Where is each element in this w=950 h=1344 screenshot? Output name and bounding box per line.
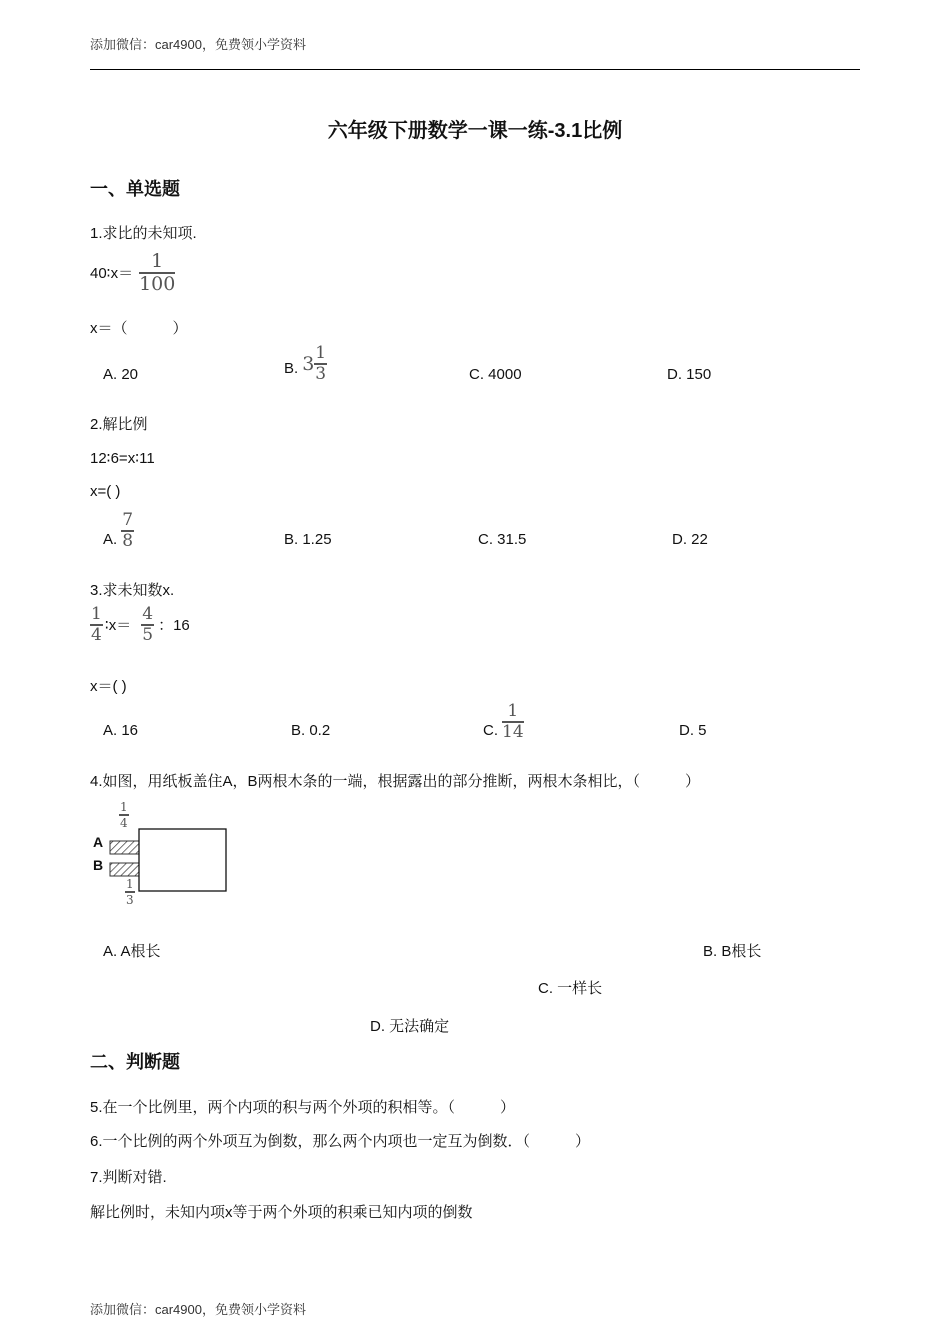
page-title: 六年级下册数学一课一练-3.1比例 xyxy=(327,120,623,142)
cardboard xyxy=(139,829,226,891)
question-1-answer-line: x＝（ ） xyxy=(90,320,188,337)
cardboard-strips-drawing xyxy=(90,800,240,916)
question-4-stem: 4.如图，用纸板盖住A，B两根木条的一端，根据露出的部分推断，两根木条相比，（ ） xyxy=(90,773,701,790)
fraction-1-3: $\frac{1}{3}$ xyxy=(315,343,327,384)
question-3-answer-line: x＝( ) xyxy=(90,678,127,695)
page-header: 添加微信：car4900，免费领小学资料 xyxy=(90,37,306,52)
question-2-stem: 2.解比例 xyxy=(90,416,148,433)
question-2-answer-line: x=( ) xyxy=(90,483,121,500)
figure-fraction-1-3: 1 3 xyxy=(126,877,134,907)
question-1-option-a[interactable]: A. 20 xyxy=(103,366,139,383)
fraction-1-100: $\frac{1}{100}$ xyxy=(139,250,176,295)
question-5: 5.在一个比例里，两个内项的积与两个外项的积相等。（ ） xyxy=(90,1099,516,1116)
question-3-option-c[interactable]: C. $\frac{1}{14}$ xyxy=(483,701,524,742)
question-2-option-a[interactable]: A. $\frac{7}{8}$ xyxy=(103,510,134,551)
fraction-4-5: $\frac{4}{5}$ xyxy=(142,604,154,645)
wood-strip-figure xyxy=(90,800,240,916)
section-heading-single-choice: 一、单选题 xyxy=(90,179,180,199)
section-heading-true-false: 二、判断题 xyxy=(90,1052,180,1072)
strip-a xyxy=(110,841,139,854)
question-1-option-c[interactable]: C. 4000 xyxy=(469,366,522,383)
question-1-option-d[interactable]: D. 150 xyxy=(667,366,712,383)
question-1-expression xyxy=(90,252,175,294)
question-3-option-b[interactable]: B. 0.2 xyxy=(291,722,331,739)
question-3-option-d[interactable]: D. 5 xyxy=(679,722,707,739)
figure-label-b: B xyxy=(93,857,104,873)
fraction-1-14: $\frac{1}{14}$ xyxy=(502,701,524,742)
question-1-option-b[interactable]: B. 3 $\frac{1}{3}$ xyxy=(284,343,327,384)
question-7-text: 解比例时，未知内项x等于两个外项的积乘已知内项的倒数 xyxy=(90,1204,473,1221)
question-3-expression: $\frac{1}{4}$ ∶x＝ $\frac{4}{5}$ ：16 xyxy=(91,604,190,645)
strip-b xyxy=(110,863,139,876)
question-3-option-a[interactable]: A. 16 xyxy=(103,722,139,739)
page-footer: 添加微信：car4900，免费领小学资料 xyxy=(90,1302,306,1317)
figure-fraction-1-4: 1 4 xyxy=(120,800,128,830)
question-1-expr-prefix: 40∶x＝ xyxy=(90,265,134,283)
question-4-option-a[interactable]: A. A根长 xyxy=(103,943,161,960)
fraction-1-4: $\frac{1}{4}$ xyxy=(91,604,102,645)
question-4-option-d[interactable]: D. 无法确定 xyxy=(370,1018,450,1035)
question-3-stem: 3.求未知数x. xyxy=(90,582,175,599)
question-2-option-b[interactable]: B. 1.25 xyxy=(284,531,332,548)
question-4-option-b[interactable]: B. B根长 xyxy=(703,943,762,960)
question-7-stem: 7.判断对错. xyxy=(90,1169,167,1186)
question-4-option-c[interactable]: C. 一样长 xyxy=(538,980,603,997)
figure-label-a: A xyxy=(93,834,104,850)
question-2-option-d[interactable]: D. 22 xyxy=(672,531,708,548)
question-2-option-c[interactable]: C. 31.5 xyxy=(478,531,527,548)
question-1-stem: 1.求比的未知项. xyxy=(90,225,197,242)
header-divider xyxy=(90,69,860,70)
fraction-7-8: $\frac{7}{8}$ xyxy=(122,510,134,551)
question-6: 6.一个比例的两个外项互为倒数，那么两个内项也一定互为倒数．（ ） xyxy=(90,1133,591,1150)
question-2-expression: 12∶6=x∶11 xyxy=(90,450,155,467)
